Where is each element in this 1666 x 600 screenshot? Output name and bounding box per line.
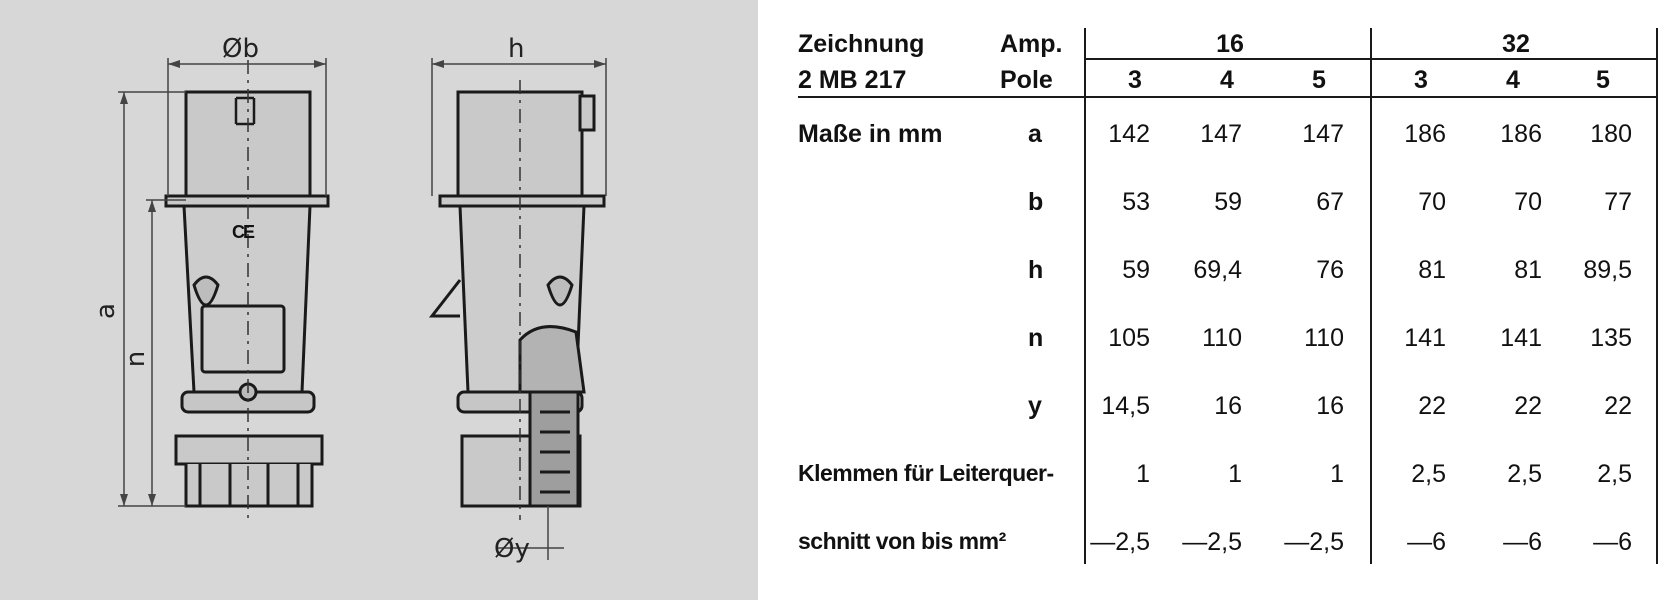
- table-cell: 89,5: [1583, 256, 1632, 284]
- table-cell: 2,5: [1411, 460, 1446, 488]
- table-cell: 147: [1200, 120, 1242, 148]
- table-cell: 22: [1418, 392, 1446, 420]
- table-cell: 1: [1228, 460, 1242, 488]
- table-cell: —2,5: [1182, 528, 1242, 556]
- table-cell: 81: [1418, 256, 1446, 284]
- pole-header: 4: [1220, 66, 1234, 94]
- table-cell: —2,5: [1284, 528, 1344, 556]
- pole-header: 5: [1312, 66, 1326, 94]
- table-divider-right: [1656, 28, 1658, 564]
- section-label: Maße in mm: [798, 120, 943, 148]
- table-cell: —6: [1503, 528, 1542, 556]
- table-cell: —6: [1593, 528, 1632, 556]
- table-cell: 14,5: [1101, 392, 1150, 420]
- dimension-label-b: Øb: [222, 34, 259, 64]
- header-pole: Pole: [1000, 66, 1053, 94]
- table-rule-header: [798, 96, 1656, 98]
- table-cell: 1: [1136, 460, 1150, 488]
- table-cell: —6: [1407, 528, 1446, 556]
- table-cell: 186: [1404, 120, 1446, 148]
- table-cell: 59: [1122, 256, 1150, 284]
- dimension-label-n: n: [121, 350, 152, 368]
- table-cell: 142: [1108, 120, 1150, 148]
- table-cell: 141: [1500, 324, 1542, 352]
- pole-header: 4: [1506, 66, 1520, 94]
- table-cell: 16: [1316, 392, 1344, 420]
- table-cell: 70: [1418, 188, 1446, 216]
- pole-header: 5: [1596, 66, 1610, 94]
- table-cell: 77: [1604, 188, 1632, 216]
- table-cell: —2,5: [1090, 528, 1150, 556]
- row-key: n: [1028, 324, 1044, 352]
- header-model: 2 MB 217: [798, 66, 907, 94]
- dimension-label-a: a: [90, 303, 121, 319]
- table-cell: 110: [1202, 324, 1242, 352]
- table-cell: 147: [1302, 120, 1344, 148]
- table-cell: 110: [1304, 324, 1344, 352]
- pole-header: 3: [1414, 66, 1428, 94]
- table-cell: 1: [1330, 460, 1344, 488]
- dimension-label-y: Øy: [494, 534, 530, 564]
- table-cell: 186: [1500, 120, 1542, 148]
- table-rule-amp: [1086, 58, 1656, 60]
- table-cell: 2,5: [1507, 460, 1542, 488]
- row-key: y: [1028, 392, 1042, 420]
- pole-header: 3: [1128, 66, 1142, 94]
- row-key: a: [1028, 120, 1042, 148]
- ce-mark: CE: [232, 222, 254, 242]
- table-cell: 135: [1590, 324, 1632, 352]
- table-cell: 105: [1108, 324, 1150, 352]
- header-amp: Amp.: [1000, 30, 1063, 58]
- table-cell: 16: [1214, 392, 1242, 420]
- clamp-label-line2: schnitt von bis mm²: [798, 528, 1006, 554]
- row-key: b: [1028, 188, 1044, 216]
- table-cell: 69,4: [1193, 256, 1242, 284]
- dimension-label-h: h: [508, 34, 525, 64]
- table-cell: 59: [1214, 188, 1242, 216]
- table-cell: 22: [1514, 392, 1542, 420]
- table-cell: 81: [1514, 256, 1542, 284]
- header-zeichnung: Zeichnung: [798, 30, 925, 58]
- amp-group-32: 32: [1502, 30, 1530, 58]
- table-cell: 76: [1316, 256, 1344, 284]
- table-cell: 2,5: [1597, 460, 1632, 488]
- table-cell: 141: [1404, 324, 1446, 352]
- table-cell: 180: [1590, 120, 1632, 148]
- table-cell: 67: [1316, 188, 1344, 216]
- table-cell: 22: [1604, 392, 1632, 420]
- row-key: h: [1028, 256, 1044, 284]
- table-cell: 53: [1122, 188, 1150, 216]
- table-cell: 70: [1514, 188, 1542, 216]
- clamp-label-line1: Klemmen für Leiterquer-: [798, 460, 1054, 486]
- amp-group-16: 16: [1216, 30, 1244, 58]
